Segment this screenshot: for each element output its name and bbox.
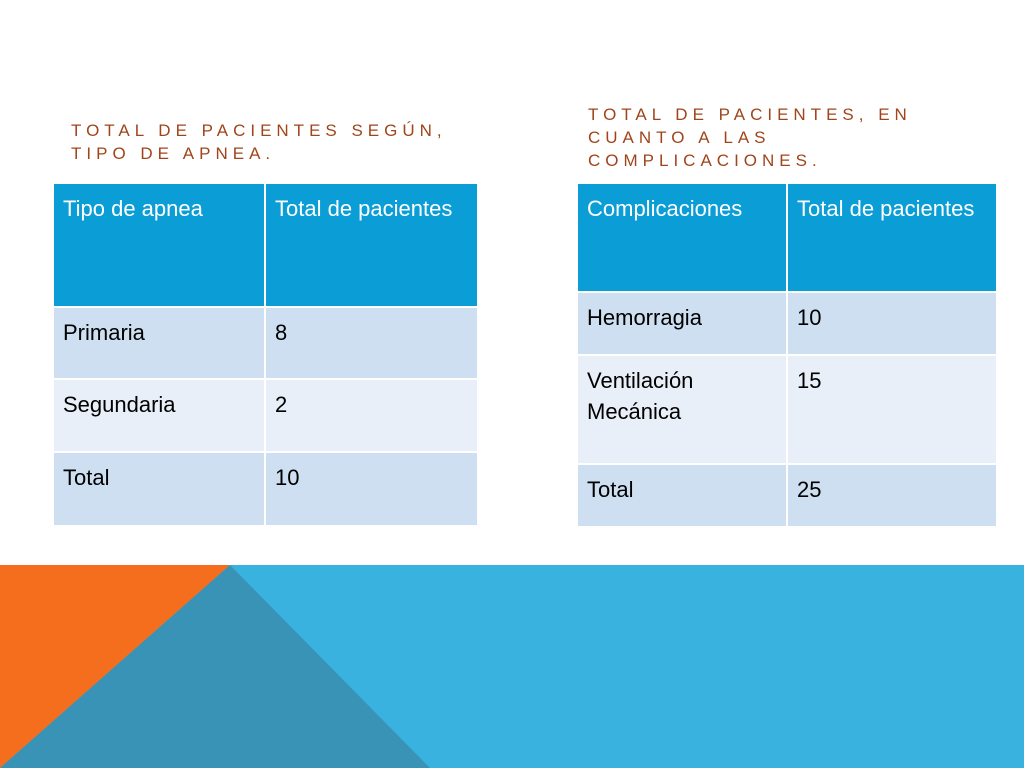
table-cell: Hemorragia [577,292,787,355]
header-cell: Complicaciones [577,183,787,292]
table-header-row [53,183,478,307]
decorative-footer-shapes [0,565,1024,768]
table-cell: 25 [787,464,997,527]
table-cell: Total [53,452,265,526]
table-cell: Total [577,464,787,527]
table-row [577,292,997,355]
header-cell: Tipo de apnea [53,183,265,307]
table-tipo-apnea [52,182,479,527]
table-row [577,464,997,527]
header-cell: Total de pacientes [787,183,997,292]
table-complicaciones [576,182,998,528]
table-cell: 8 [265,307,478,379]
table-row [577,355,997,464]
table-row [53,307,478,379]
table-cell: Segundaria [53,379,265,452]
heading-complicaciones: TOTAL DE PACIENTES, EN CUANTO A LAS COMPLICACIONES. [588,105,912,170]
table-row [53,452,478,526]
table-row [53,379,478,452]
table-cell: 2 [265,379,478,452]
table-header-row [577,183,997,292]
header-cell: Total de pacientes [265,183,478,307]
table-cell: 10 [787,292,997,355]
table-cell: Primaria [53,307,265,379]
table-cell: 10 [265,452,478,526]
table-cell: 15 [787,355,997,464]
heading-apnea: TOTAL DE PACIENTES SEGÚN, TIPO DE APNEA. [71,121,447,163]
table-cell: Ventilación Mecánica [577,355,787,464]
